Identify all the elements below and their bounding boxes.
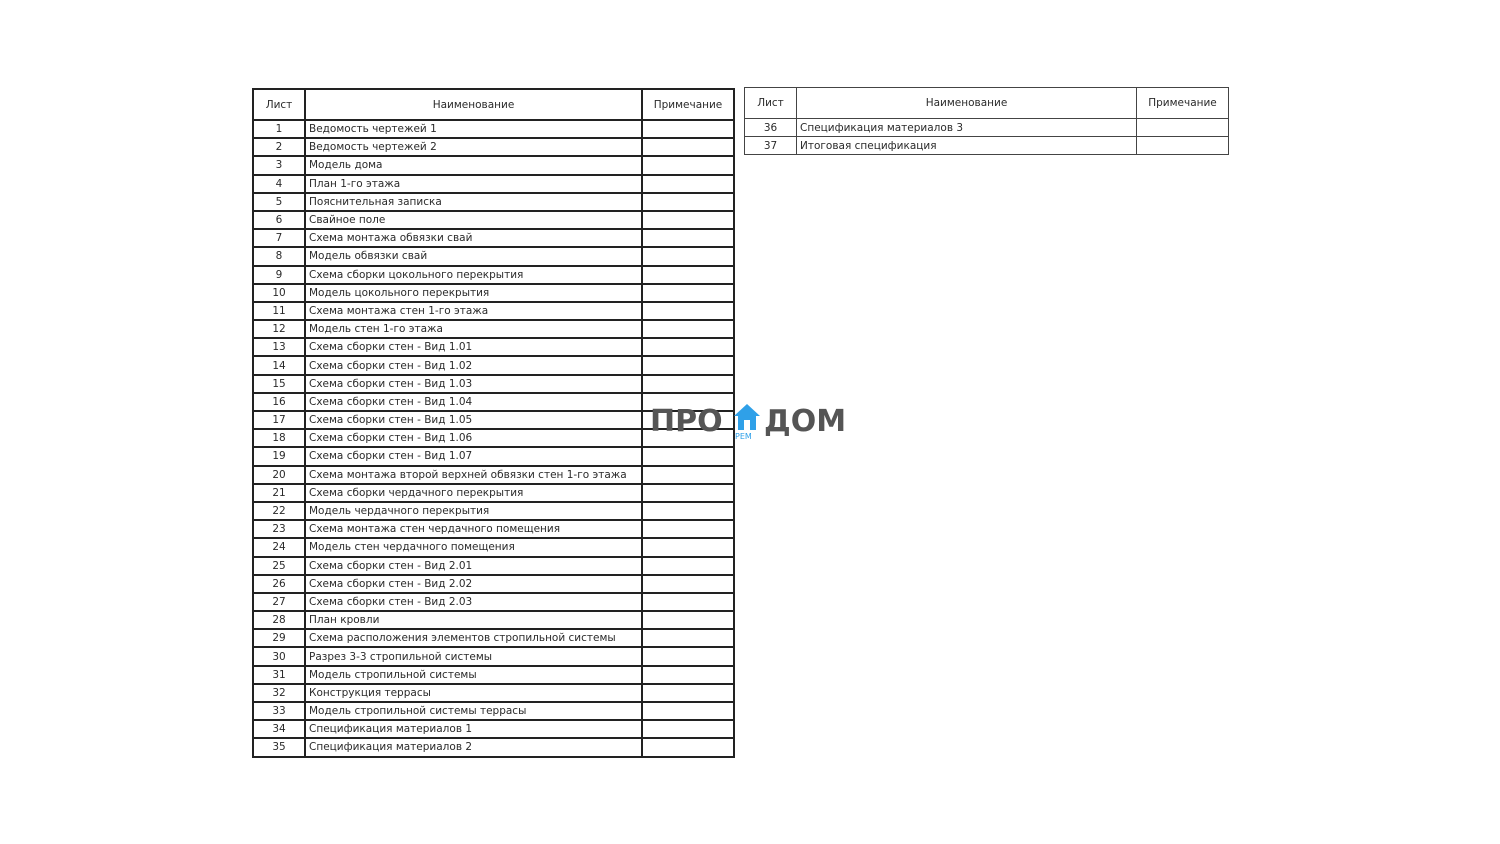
sheet-note-cell	[642, 302, 734, 320]
logo-text-left: ПРО	[650, 404, 723, 439]
sheet-name-cell: Модель чердачного перекрытия	[305, 502, 642, 520]
table-row	[253, 466, 734, 484]
sheet-note-cell	[642, 520, 734, 538]
sheet-number-cell: 5	[253, 193, 305, 211]
table-row	[253, 629, 734, 647]
sheet-name-cell: Модель стропильной системы террасы	[305, 702, 642, 720]
table-row	[253, 738, 734, 756]
sheet-number-cell: 22	[253, 502, 305, 520]
sheet-number-cell: 17	[253, 411, 305, 429]
sheet-name-cell: Схема сборки стен - Вид 1.05	[305, 411, 642, 429]
sheet-note-cell	[642, 229, 734, 247]
header-note: Примечание	[1137, 88, 1229, 119]
sheet-name-cell: Схема монтажа стен чердачного помещения	[305, 520, 642, 538]
table-row	[253, 156, 734, 174]
sheet-number-cell: 3	[253, 156, 305, 174]
sheet-name-cell: Схема сборки цокольного перекрытия	[305, 266, 642, 284]
sheet-name-cell: План 1-го этажа	[305, 175, 642, 193]
sheet-note-cell	[642, 557, 734, 575]
table-row	[253, 375, 734, 393]
sheet-number-cell: 1	[253, 120, 305, 138]
table-row	[253, 647, 734, 665]
sheet-number-cell: 30	[253, 647, 305, 665]
sheet-name-cell: Схема сборки стен - Вид 2.02	[305, 575, 642, 593]
sheet-number-cell: 7	[253, 229, 305, 247]
sheet-note-cell	[642, 666, 734, 684]
sheet-note-cell	[642, 738, 734, 756]
sheet-name-cell: Разрез 3-3 стропильной системы	[305, 647, 642, 665]
table-row	[253, 266, 734, 284]
sheet-name-cell: Модель дома	[305, 156, 642, 174]
sheet-name-cell: Схема сборки стен - Вид 1.02	[305, 356, 642, 374]
sheet-number-cell: 33	[253, 702, 305, 720]
logo-subtext: РЕМ	[735, 432, 752, 441]
sheet-name-cell: Схема сборки стен - Вид 2.03	[305, 593, 642, 611]
sheet-note-cell	[642, 629, 734, 647]
table-row	[253, 557, 734, 575]
table-row	[253, 593, 734, 611]
table-row	[253, 284, 734, 302]
table-row	[253, 175, 734, 193]
header-sheet: Лист	[745, 88, 797, 119]
sheet-name-cell: Схема сборки стен - Вид 1.07	[305, 447, 642, 465]
table-row	[253, 538, 734, 556]
sheet-name-cell: Схема сборки чердачного перекрытия	[305, 484, 642, 502]
table-row	[253, 302, 734, 320]
table-row	[253, 211, 734, 229]
sheet-number-cell: 24	[253, 538, 305, 556]
sheet-number-cell: 36	[745, 119, 797, 137]
sheet-number-cell: 26	[253, 575, 305, 593]
sheet-note-cell	[642, 156, 734, 174]
sheet-note-cell	[642, 466, 734, 484]
sheet-note-cell	[642, 484, 734, 502]
sheet-number-cell: 25	[253, 557, 305, 575]
sheet-number-cell: 28	[253, 611, 305, 629]
table-row	[745, 137, 1229, 155]
table-header-row	[253, 89, 734, 120]
sheet-number-cell: 21	[253, 484, 305, 502]
table-row	[253, 138, 734, 156]
sheet-name-cell: Схема сборки стен - Вид 1.04	[305, 393, 642, 411]
header-sheet: Лист	[253, 89, 305, 120]
sheet-note-cell	[642, 375, 734, 393]
sheet-number-cell: 37	[745, 137, 797, 155]
sheet-name-cell: Схема монтажа стен 1-го этажа	[305, 302, 642, 320]
sheet-note-cell	[642, 684, 734, 702]
sheet-note-cell	[642, 138, 734, 156]
drawing-list-table-right	[744, 87, 1229, 155]
sheet-note-cell	[642, 538, 734, 556]
table-row	[253, 338, 734, 356]
sheet-name-cell: Спецификация материалов 2	[305, 738, 642, 756]
table-row	[253, 575, 734, 593]
sheet-number-cell: 14	[253, 356, 305, 374]
sheet-number-cell: 18	[253, 429, 305, 447]
sheet-number-cell: 8	[253, 247, 305, 265]
logo-text-right: ДОМ	[764, 404, 847, 439]
table-row	[253, 484, 734, 502]
sheet-name-cell: Спецификация материалов 1	[305, 720, 642, 738]
sheet-note-cell	[642, 175, 734, 193]
table-row	[745, 119, 1229, 137]
sheet-name-cell: Схема монтажа обвязки свай	[305, 229, 642, 247]
sheet-name-cell: Модель стропильной системы	[305, 666, 642, 684]
sheet-number-cell: 6	[253, 211, 305, 229]
sheet-name-cell: Итоговая спецификация	[797, 137, 1137, 155]
sheet-number-cell: 27	[253, 593, 305, 611]
table-row	[253, 120, 734, 138]
sheet-name-cell: Модель обвязки свай	[305, 247, 642, 265]
table-row	[253, 356, 734, 374]
table-row	[253, 666, 734, 684]
sheet-number-cell: 34	[253, 720, 305, 738]
table-row	[253, 502, 734, 520]
watermark-logo	[650, 402, 850, 444]
table-row	[253, 320, 734, 338]
sheet-note-cell	[642, 702, 734, 720]
sheet-number-cell: 2	[253, 138, 305, 156]
table-row	[253, 720, 734, 738]
sheet-number-cell: 12	[253, 320, 305, 338]
sheet-note-cell	[642, 338, 734, 356]
header-name: Наименование	[305, 89, 642, 120]
table-row	[253, 684, 734, 702]
sheet-note-cell	[1137, 119, 1229, 137]
sheet-note-cell	[1137, 137, 1229, 155]
table-row	[253, 520, 734, 538]
sheet-number-cell: 9	[253, 266, 305, 284]
sheet-number-cell: 4	[253, 175, 305, 193]
sheet-note-cell	[642, 266, 734, 284]
sheet-number-cell: 29	[253, 629, 305, 647]
sheet-name-cell: Пояснительная записка	[305, 193, 642, 211]
sheet-number-cell: 11	[253, 302, 305, 320]
sheet-note-cell	[642, 193, 734, 211]
sheet-name-cell: Спецификация материалов 3	[797, 119, 1137, 137]
sheet-number-cell: 19	[253, 447, 305, 465]
sheet-note-cell	[642, 284, 734, 302]
sheet-number-cell: 15	[253, 375, 305, 393]
table-row	[253, 611, 734, 629]
sheet-name-cell: Ведомость чертежей 1	[305, 120, 642, 138]
sheet-name-cell: Свайное поле	[305, 211, 642, 229]
sheet-number-cell: 20	[253, 466, 305, 484]
sheet-note-cell	[642, 720, 734, 738]
sheet-name-cell: План кровли	[305, 611, 642, 629]
sheet-note-cell	[642, 447, 734, 465]
table-row	[253, 247, 734, 265]
sheet-name-cell: Конструкция террасы	[305, 684, 642, 702]
table-row	[253, 447, 734, 465]
sheet-number-cell: 13	[253, 338, 305, 356]
sheet-number-cell: 32	[253, 684, 305, 702]
sheet-note-cell	[642, 502, 734, 520]
sheet-name-cell: Ведомость чертежей 2	[305, 138, 642, 156]
sheet-number-cell: 31	[253, 666, 305, 684]
sheet-name-cell: Схема сборки стен - Вид 1.06	[305, 429, 642, 447]
sheet-note-cell	[642, 611, 734, 629]
sheet-name-cell: Модель стен чердачного помещения	[305, 538, 642, 556]
sheet-note-cell	[642, 356, 734, 374]
table-header-row	[745, 88, 1229, 119]
header-name: Наименование	[797, 88, 1137, 119]
sheet-note-cell	[642, 247, 734, 265]
sheet-name-cell: Модель стен 1-го этажа	[305, 320, 642, 338]
house-icon	[732, 402, 762, 434]
sheet-number-cell: 23	[253, 520, 305, 538]
sheet-name-cell: Модель цокольного перекрытия	[305, 284, 642, 302]
sheet-number-cell: 35	[253, 738, 305, 756]
sheet-name-cell: Схема монтажа второй верхней обвязки стен 1-го этажа	[305, 466, 642, 484]
header-note: Примечание	[642, 89, 734, 120]
sheet-name-cell: Схема сборки стен - Вид 2.01	[305, 557, 642, 575]
table-row	[253, 229, 734, 247]
sheet-name-cell: Схема сборки стен - Вид 1.03	[305, 375, 642, 393]
table-row	[253, 193, 734, 211]
sheet-note-cell	[642, 593, 734, 611]
sheet-note-cell	[642, 647, 734, 665]
sheet-name-cell: Схема расположения элементов стропильной системы	[305, 629, 642, 647]
sheet-name-cell: Схема сборки стен - Вид 1.01	[305, 338, 642, 356]
sheet-number-cell: 10	[253, 284, 305, 302]
sheet-note-cell	[642, 120, 734, 138]
table-row	[253, 702, 734, 720]
sheet-number-cell: 16	[253, 393, 305, 411]
sheet-note-cell	[642, 211, 734, 229]
sheet-note-cell	[642, 575, 734, 593]
sheet-note-cell	[642, 320, 734, 338]
